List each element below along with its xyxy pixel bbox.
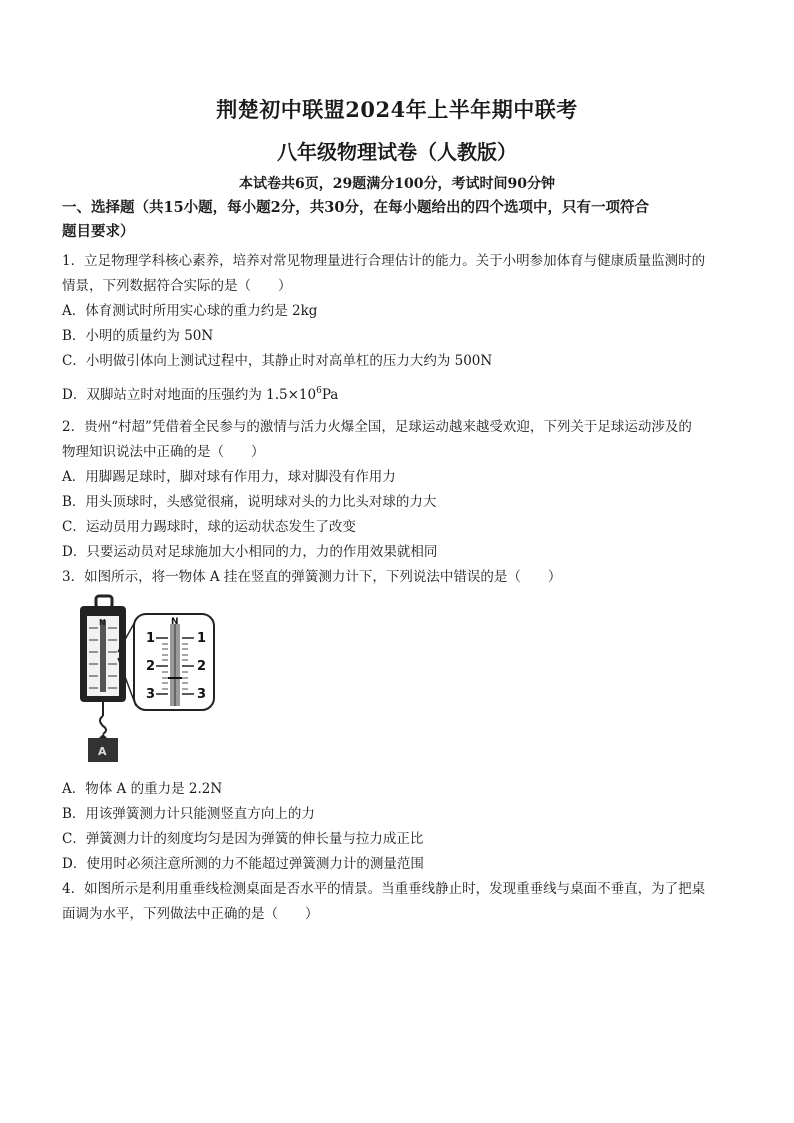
section-heading — [62, 196, 734, 244]
exam-subtitle: 八年级物理试卷（人教版） — [277, 140, 517, 164]
section-heading-line2: 题目要求） — [62, 223, 135, 240]
tick-label-2-right: 2 — [197, 659, 207, 674]
q3-option-b: B．用该弹簧测力计只能测竖直方向上的力 — [62, 806, 315, 822]
block-a-label: A — [98, 745, 107, 758]
exam-title: 荆楚初中联盟2024年上半年期中联考 — [216, 97, 578, 122]
q4-stem-line2: 面调为水平，下列做法中正确的是（ ） — [62, 906, 319, 922]
section-heading-line1: 一、选择题（共15小题，每小题2分，共30分，在每小题给出的四个选项中，只有一项符合 — [62, 199, 649, 216]
q4-stem-line1: 4．如图所示是利用重垂线检测桌面是否水平的情景。当重垂线静止时，发现重垂线与桌面不垂直，为了把桌 — [62, 881, 706, 897]
q2-option-c: C．运动员用力踢球时，球的运动状态发生了改变 — [62, 519, 356, 535]
q1-option-b: B．小明的质量约为 50N — [62, 328, 214, 344]
q1-option-d — [62, 383, 338, 403]
q2-option-b: B．用头顶球时，头感觉很痛，说明球对头的力比头对球的力大 — [62, 494, 437, 510]
q2-stem-line2: 物理知识说法中正确的是（ ） — [62, 444, 265, 460]
q1-stem-line1: 1．立足物理学科核心素养，培养对常见物理量进行合理估计的能力。关于小明参加体育与健康质量监测时的 — [62, 253, 706, 269]
q3-option-c: C．弹簧测力计的刻度均匀是因为弹簧的伸长量与拉力成正比 — [62, 831, 424, 847]
tick-label-1-right: 1 — [197, 631, 207, 646]
q3-stem: 3．如图所示，将一物体 A 挂在竖直的弹簧测力计下，下列说法中错误的是（ ） — [62, 569, 562, 585]
q1-stem-line2: 情景，下列数据符合实际的是（ ） — [62, 278, 292, 294]
q1-option-d-text: D．双脚站立时对地面的压强约为 1.5×10 — [62, 387, 317, 403]
q2-option-a: A．用脚踢足球时，脚对球有作用力，球对脚没有作用力 — [62, 469, 396, 485]
magnified-unit-label: N — [171, 617, 179, 627]
q1-option-a: A．体育测试时所用实心球的重力约是 2kg — [62, 303, 318, 319]
tick-label-3-left: 3 — [146, 687, 156, 702]
q1-option-c: C．小明做引体向上测试过程中，其静止时对高单杠的压力大约为 500N — [62, 353, 493, 369]
q3-option-a: A．物体 A 的重力是 2.2N — [62, 781, 223, 797]
q3-option-d: D．使用时必须注意所测的力不能超过弹簧测力计的测量范围 — [62, 856, 424, 872]
tick-label-1-left: 1 — [146, 631, 156, 646]
q2-option-d: D．只要运动员对足球施加大小相同的力，力的作用效果就相同 — [62, 544, 438, 560]
q2-stem-line1: 2．贵州“村超”凭借着全民参与的激情与活力火爆全国，足球运动越来越受欢迎，下列关于足球运动涉及的 — [62, 419, 692, 435]
spring-scale-figure — [70, 594, 220, 770]
q1-option-d-unit: Pa — [321, 387, 339, 403]
tick-label-3-right: 3 — [197, 687, 207, 702]
exam-meta: 本试卷共6页，29题满分100分，考试时间90分钟 — [239, 176, 555, 192]
scale-unit-label: N — [99, 618, 106, 627]
tick-label-2-left: 2 — [146, 659, 156, 674]
q1-option-d-exponent: 6 — [316, 386, 322, 396]
